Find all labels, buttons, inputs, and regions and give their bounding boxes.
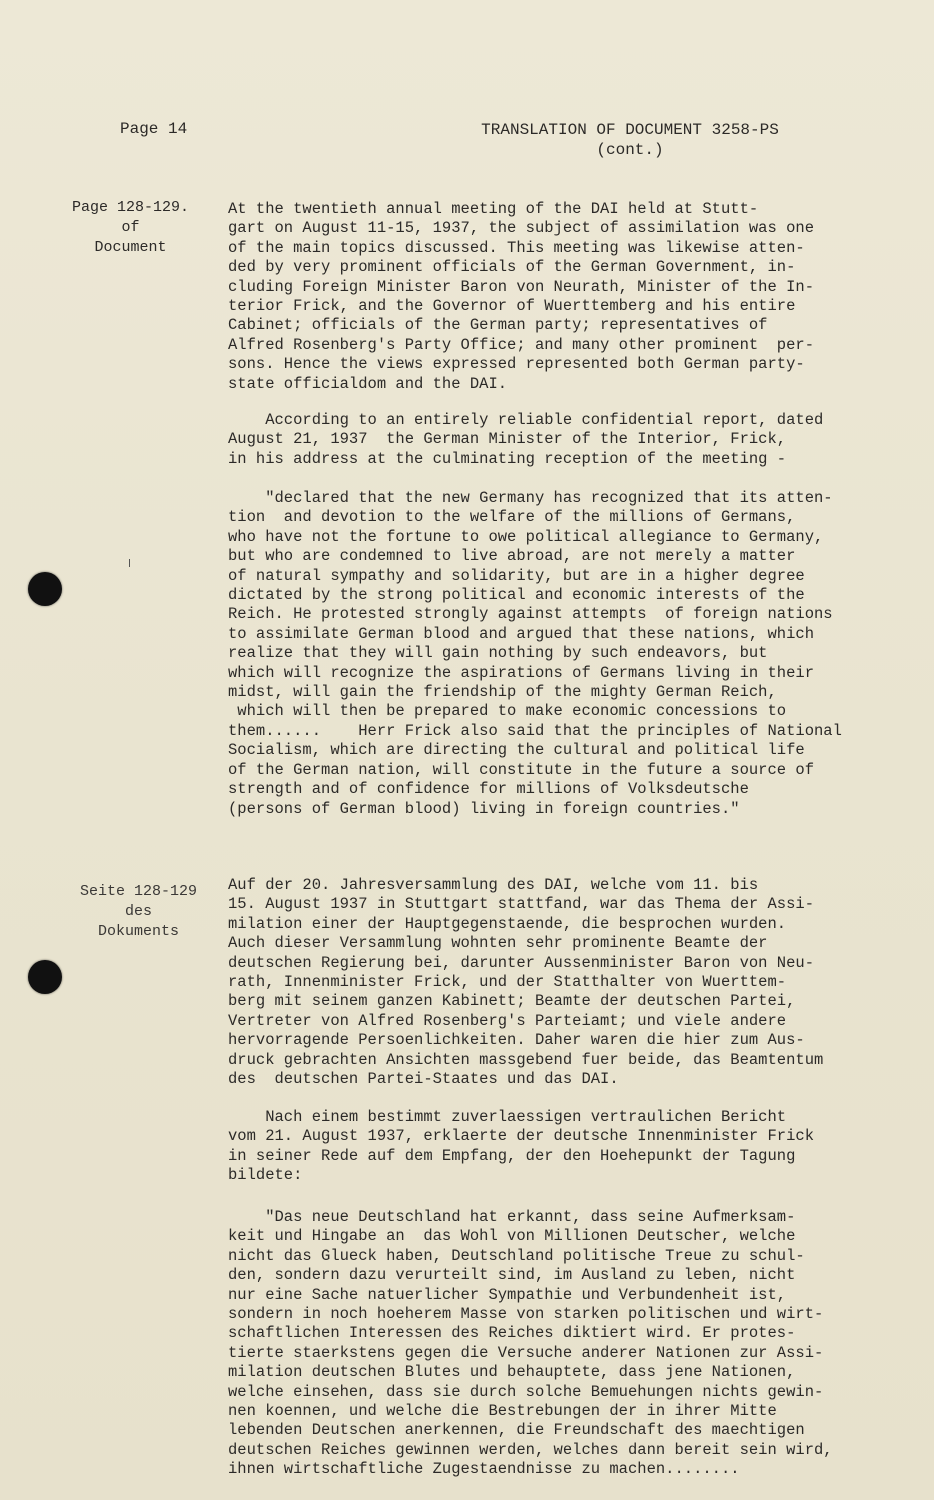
text-line: At the twentieth annual meeting of the DAI held at Stutt- — [228, 200, 759, 218]
text-line: state officialdom and the DAI. — [228, 374, 508, 393]
english-quotation — [228, 489, 868, 819]
text-line: (persons of German blood) living in foreign countries." — [228, 799, 740, 818]
text-line: gart on August 11-15, 1937, the subject of assimilation was one — [228, 219, 814, 238]
punch-hole-top — [28, 572, 62, 606]
text-line: vom 21. August 1937, erklaerte der deutsche Innenminister Frick — [228, 1127, 814, 1146]
text-line: ded by very prominent officials of the German Government, in- — [228, 258, 796, 277]
text-line: den, sondern dazu verurteilt sind, im Ausland zu leben, nicht — [228, 1266, 796, 1285]
text-line: 15. August 1937 in Stuttgart stattfand, war das Thema der Assi- — [228, 895, 814, 914]
text-line: berg mit seinem ganzen Kabinett; Beamte der deutschen Partei, — [228, 992, 796, 1011]
text-line: of the German nation, will constitute in the future a source of — [228, 760, 814, 779]
text-line: des deutschen Partei-Staates und das DAI. — [228, 1070, 619, 1089]
text-line: schaftlichen Interessen des Reiches diktiert wird. Er protes- — [228, 1324, 796, 1343]
text-line: nicht das Glueck haben, Deutschland politische Treue zu schul- — [228, 1246, 805, 1265]
text-line: who have not the fortune to owe political allegiance to Germany, — [228, 527, 824, 546]
text-line: Reich. He protested strongly against attempts of foreign nations — [228, 605, 833, 624]
text-line: nen koennen, und welche die Bestrebungen der in ihrer Mitte — [228, 1402, 777, 1421]
text-line: Vertreter von Alfred Rosenberg's Parteiamt; und viele andere — [228, 1011, 787, 1030]
punch-hole-bottom — [28, 960, 62, 994]
document-title — [470, 120, 790, 160]
text-line: Socialism, which are directing the cultural and political life — [228, 741, 805, 760]
text-line: tierte staerkstens gegen die Versuche anderer Nationen zur Assi- — [228, 1343, 824, 1362]
text-line: Nach einem bestimmt zuverlaessigen vertraulichen Bericht — [228, 1108, 787, 1126]
text-line: sondern in noch hoeherem Masse von starken politischen und wirt- — [228, 1305, 824, 1324]
text-line: tion and devotion to the welfare of the millions of Germans, — [228, 508, 796, 527]
text-line: "declared that the new Germany has recognized that its atten- — [228, 489, 833, 507]
text-line: hervorragende Persoenlichkeiten. Daher waren die hier zum Aus- — [228, 1031, 805, 1050]
text-line: Auf der 20. Jahresversammlung des DAI, welche vom 11. bis — [228, 876, 759, 894]
english-page-reference: Page 128-129. of Document — [72, 199, 190, 256]
text-line: to assimilate German blood and argued that these nations, which — [228, 624, 814, 643]
text-line: sons. Hence the views expressed represented both German party- — [228, 355, 805, 374]
text-line: milation deutschen Blutes und behauptete, dass jene Nationen, — [228, 1363, 796, 1382]
page-number: Page 14 — [120, 120, 188, 138]
title-subline: (cont.) — [596, 141, 664, 159]
text-line: welche einsehen, dass sie durch solche Bemuehungen nichts gewin- — [228, 1382, 824, 1401]
text-line: keit und Hingabe an das Wohl von Millionen Deutscher, welche — [228, 1227, 796, 1246]
text-line: August 21, 1937 the German Minister of the Interior, Frick, — [228, 430, 787, 449]
text-line: Cabinet; officials of the German party; representatives of — [228, 316, 768, 335]
text-line: nur eine Sache natuerlicher Sympathie und Verbundenheit ist, — [228, 1285, 787, 1304]
text-line: druck gebrachten Ansichten massgebend fuer beide, das Beamtentum — [228, 1050, 824, 1069]
text-line: deutschen Regierung bei, darunter Aussenminister Baron von Neu- — [228, 953, 814, 972]
text-line: rath, Innenminister Frick, und der Statthalter von Wuerttem- — [228, 973, 787, 992]
text-line: of natural sympathy and solidarity, but are in a higher degree — [228, 566, 805, 585]
text-line: bildete: — [228, 1166, 303, 1185]
text-line: Alfred Rosenberg's Party Office; and many other prominent per- — [228, 335, 814, 354]
text-line: realize that they will gain nothing by such endeavors, but — [228, 644, 768, 663]
text-line: in seiner Rede auf dem Empfang, der den Hoehepunkt der Tagung — [228, 1146, 796, 1165]
text-line: dictated by the strong political and economic interests of the — [228, 586, 805, 605]
text-line: of the main topics discussed. This meeting was likewise atten- — [228, 238, 805, 257]
text-line: milation einer der Hauptgegenstaende, die besprochen wurden. — [228, 914, 787, 933]
german-paragraph-2 — [228, 1108, 868, 1186]
text-line: midst, will gain the friendship of the mighty German Reich, — [228, 683, 777, 702]
english-paragraph-1 — [228, 200, 868, 394]
text-line: them...... Herr Frick also said that the principles of National — [228, 721, 842, 740]
german-paragraph-1 — [228, 876, 868, 1089]
stray-mark — [129, 559, 130, 567]
text-line: in his address at the culminating reception of the meeting - — [228, 449, 787, 468]
english-paragraph-2 — [228, 411, 868, 469]
text-line: Auch dieser Versammlung wohnten sehr prominente Beamte der — [228, 934, 768, 953]
german-quotation — [228, 1208, 868, 1480]
text-line: "Das neue Deutschland hat erkannt, dass seine Aufmerksam- — [228, 1208, 796, 1226]
text-line: lebenden Deutschen anerkennen, die Freundschaft des maechtigen — [228, 1421, 805, 1440]
german-page-reference: Seite 128-129 des Dokuments — [80, 883, 198, 940]
text-line: deutschen Reiches gewinnen werden, welches dann bereit sein wird, — [228, 1440, 833, 1459]
text-line: which will recognize the aspirations of Germans living in their — [228, 663, 814, 682]
text-line: ihnen wirtschaftliche Zugestaendnisse zu machen........ — [228, 1460, 740, 1479]
text-line: strength and of confidence for millions of Volksdeutsche — [228, 780, 749, 799]
text-line: terior Frick, and the Governor of Wuerttemberg and his entire — [228, 297, 796, 316]
text-line: but who are condemned to live abroad, are not merely a matter — [228, 547, 796, 566]
text-line: which will then be prepared to make economic concessions to — [228, 702, 787, 721]
text-line: cluding Foreign Minister Baron von Neurath, Minister of the In- — [228, 277, 814, 296]
title-line: TRANSLATION OF DOCUMENT 3258-PS — [481, 121, 779, 139]
text-line: According to an entirely reliable confidential report, dated — [228, 411, 824, 429]
